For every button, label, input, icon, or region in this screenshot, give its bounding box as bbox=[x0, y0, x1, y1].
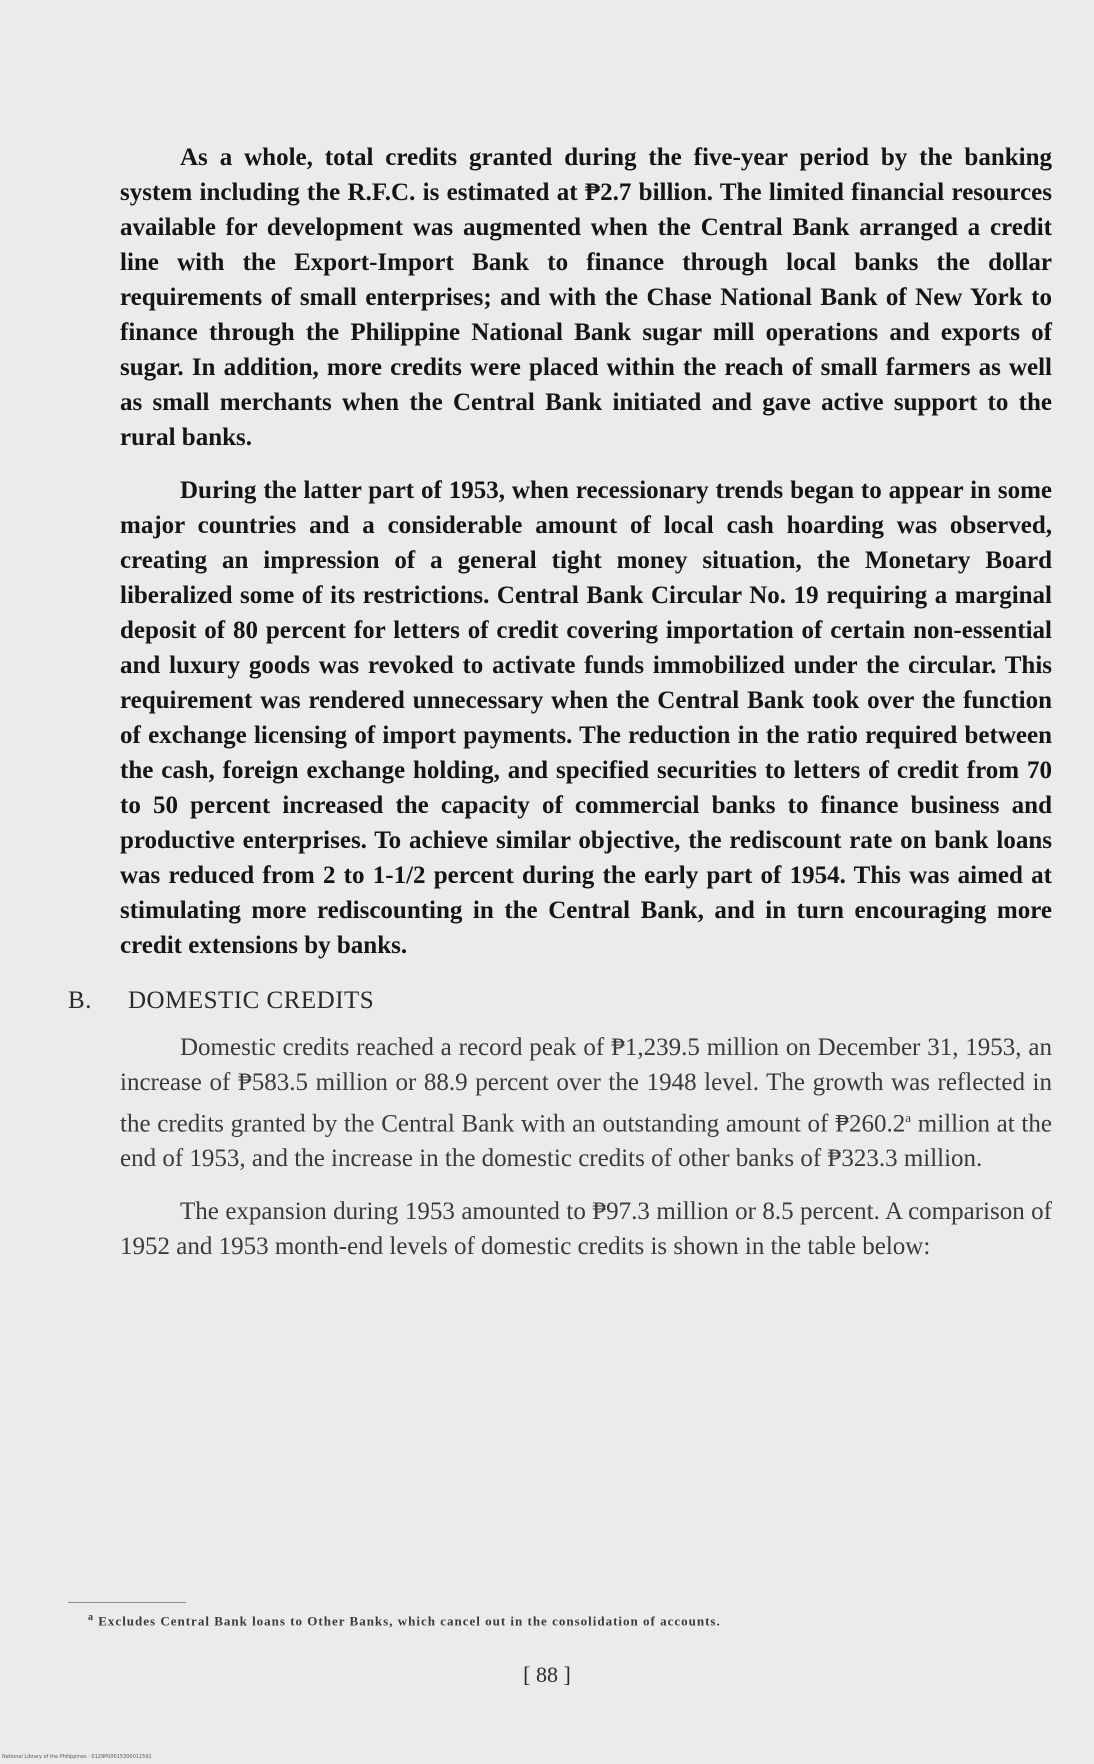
footnote-text: Excludes Central Bank loans to Other Banks, which cancel out in the consolidation of accounts. bbox=[98, 1613, 721, 1629]
footnote-mark: a bbox=[88, 1612, 94, 1623]
paragraph-text-end: million at the end of 1953, and the increase in the domestic credits of other banks of ₱323.3 million. bbox=[120, 1110, 1052, 1173]
footnote-divider bbox=[68, 1602, 186, 1603]
archive-label: National Library of the Philippines · 0129P00015300011591 bbox=[2, 1754, 152, 1760]
page-number: [ 88 ] bbox=[523, 1662, 571, 1687]
section-title: DOMESTIC CREDITS bbox=[128, 987, 375, 1014]
footnote-reference-mark: a bbox=[905, 1110, 912, 1125]
paragraph-recessionary-trends: During the latter part of 1953, when recessionary trends began to appear in some major countries and a considerable amount of local cash hoarding was observed, creating an impression of a general tight money situation, the Monetary Board liberalized some of its restrictions. Central Bank Circular No. 19 requiring a marginal deposit of 80 percent for letters of credit covering importation of certain non-essential and luxury goods was revoked to activate funds immobilized under the circular. This requirement was rendered unnecessary when the Central Bank took over the function of exchange licensing of import payments. The reduction in the ratio required between the cash, foreign exchange holding, and specified securities to letters of credit from 70 to 50 percent increased the capacity of commercial banks to finance business and productive enterprises. To achieve similar objective, the rediscount rate on bank loans was reduced from 2 to 1-1/2 percent during the early part of 1954. This was aimed at stimulating more rediscounting in the Central Bank, and in turn encouraging more credit extensions by banks. bbox=[120, 477, 1052, 959]
section-heading-domestic-credits bbox=[68, 983, 1052, 1018]
paragraph-expansion-1953: The expansion during 1953 amounted to ₱97.3 million or 8.5 percent. A comparison of 1952 and 1953 month-end levels of domestic credits is shown in the table below: bbox=[120, 1198, 1052, 1261]
page-body bbox=[68, 140, 1052, 1282]
paragraph-total-credits: As a whole, total credits granted during the five-year period by the banking system including the R.F.C. is estimated at ₱2.7 billion. The limited financial resources available for development was augmented when the Central Bank arranged a credit line with the Export-Import Bank to finance through local banks the dollar requirements of small enterprises; and with the Chase National Bank of New York to finance through the Philippine National Bank sugar mill operations and exports of sugar. In addition, more credits were placed within the reach of small farmers as well as small merchants when the Central Bank initiated and gave active support to the rural banks. bbox=[120, 144, 1052, 451]
section-letter: B. bbox=[68, 987, 92, 1014]
paragraph-text-start: Domestic credits reached a record peak of ₱1,239.5 million on December 31, 1953, an increase of ₱583.5 million or 88.9 percent over the 1948 level. The growth was reflected in the credits granted by the Central Bank with an outstanding amount of ₱260.2 bbox=[120, 1034, 1052, 1138]
footnote bbox=[88, 1612, 1058, 1629]
paragraph-domestic-credits-peak bbox=[120, 1030, 1052, 1176]
